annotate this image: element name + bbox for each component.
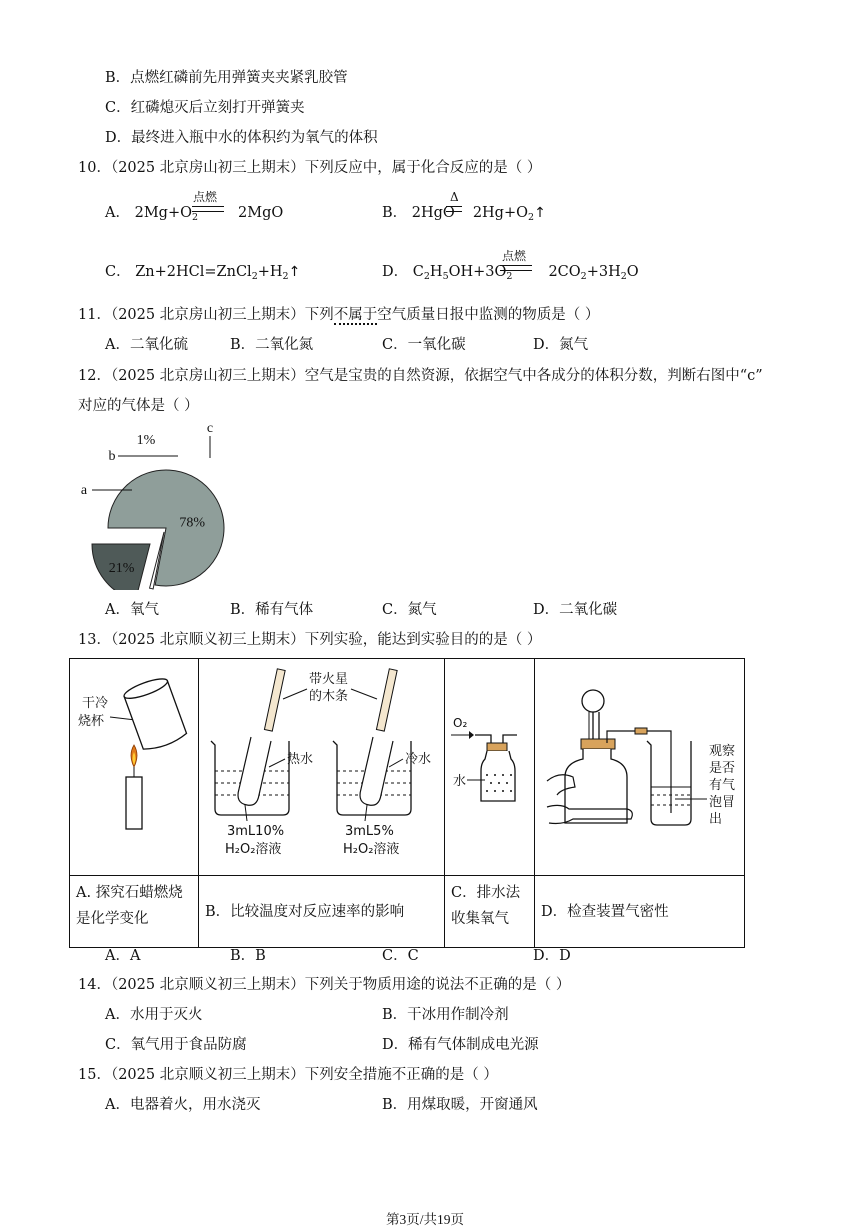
pie-label-c: c xyxy=(206,421,214,436)
q10-b-label: B． xyxy=(382,205,408,221)
fig-d-observe-2: 是否 xyxy=(709,761,736,776)
caption-a-cell xyxy=(70,876,199,948)
q14-option-d: D．稀有气体制成电光源 xyxy=(382,1037,539,1053)
q15-stem: 15．（2025 北京顺义初三上期末）下列安全措施不正确的是（ ） xyxy=(78,1067,498,1083)
q11-stem-post: 空气质量日报中监测的物质是（ ） xyxy=(377,307,600,323)
fig-b-solution2-line1: 3mL5% xyxy=(345,824,394,839)
fig-d-observe-4: 泡冒 xyxy=(709,795,736,810)
q10-a-label: A． xyxy=(105,205,130,221)
q11-option-c: C．一氧化碳 xyxy=(382,337,466,353)
pie-value-a: 78% xyxy=(179,515,206,531)
pie-label-b: b xyxy=(108,449,116,464)
q10-d-equals xyxy=(500,265,532,271)
q12-option-b: B．稀有气体 xyxy=(230,602,314,618)
fig-a-label-line2: 烧杯 xyxy=(78,714,105,729)
q10-b-equation: 2HgO $2Hg+O_2↑$ xyxy=(411,205,546,223)
caption-d: D．检查装置气密性 xyxy=(541,903,669,920)
caption-b-cell xyxy=(199,876,445,948)
q13-option-a: A．A xyxy=(105,948,141,964)
q13-stem: 13．（2025 北京顺义初三上期末）下列实验，能达到实验目的的是（ ） xyxy=(78,632,542,648)
q10-c-label: C． xyxy=(105,264,131,280)
q12-option-d: D．二氧化碳 xyxy=(533,602,618,618)
q10-a-equation: $2Mg+O_2$ 2MgO xyxy=(134,205,284,223)
q10-option-b xyxy=(382,201,546,223)
fig-d-observe-5: 出 xyxy=(709,812,723,827)
q14-stem: 14．（2025 北京顺义初三上期末）下列关于物质用途的说法不正确的是（ ） xyxy=(78,977,571,993)
q10-a-equals xyxy=(192,206,224,212)
fig-c-cell xyxy=(445,659,535,876)
candle-beaker-figure xyxy=(70,659,198,871)
q12-option-a: A．氧气 xyxy=(105,602,159,618)
q15-option-b: B．用煤取暖，开窗通风 xyxy=(382,1097,538,1113)
pie-label-a: a xyxy=(80,483,88,498)
air-composition-pie-chart xyxy=(70,418,270,590)
fig-c-water-label: 水 xyxy=(453,774,467,789)
fig-b-splint-line2: 的木条 xyxy=(309,689,349,704)
pie-value-c: 21% xyxy=(108,561,135,577)
q11-stem-pre: 11．（2025 北京房山初三上期末）下列 xyxy=(78,307,334,323)
q10-d-label: D． xyxy=(382,264,409,280)
q10-option-c xyxy=(105,260,300,282)
fig-d-cell xyxy=(535,659,745,876)
fig-b-solution2-line2: H₂O₂溶液 xyxy=(343,842,400,857)
fig-b-cell xyxy=(199,659,445,876)
q14-option-a: A．水用于灭火 xyxy=(105,1007,203,1023)
q10-d-condition: 点燃 xyxy=(502,249,527,263)
q9-option-b: B．点燃红磷前先用弹簧夹夹紧乳胶管 xyxy=(105,70,348,86)
pie-value-b: 1% xyxy=(136,433,156,448)
caption-a: A. 探究石蜡燃烧是化学变化 xyxy=(76,885,183,927)
q10-a-condition: 点燃 xyxy=(193,190,218,204)
q12-option-c: C．氮气 xyxy=(382,602,437,618)
fig-a-cell xyxy=(70,659,199,876)
q12-stem-line1: 12．（2025 北京房山初三上期末）空气是宝贵的自然资源，依据空气中各成分的体积分数，判断右图中“c” xyxy=(78,368,763,384)
q11-option-d: D．氮气 xyxy=(533,337,589,353)
q10-stem: 10．（2025 北京房山初三上期末）下列反应中，属于化合反应的是（ ） xyxy=(78,160,542,176)
page-footer: 第3页/共19页 xyxy=(386,1212,465,1227)
fig-b-solution1-line1: 3mL10% xyxy=(227,824,285,839)
q9-option-d: D．最终进入瓶中水的体积约为氧气的体积 xyxy=(105,130,378,146)
q13-option-b: B．B xyxy=(230,948,266,964)
q9-option-c: C．红磷熄灭后立刻打开弹簧夹 xyxy=(105,100,305,116)
q10-b-equals xyxy=(446,206,462,212)
airtightness-check-figure xyxy=(535,659,744,871)
fig-b-splint-line1: 带火星 xyxy=(309,672,349,687)
caption-d-cell xyxy=(535,876,745,948)
fig-b-hot-water: 热水 xyxy=(287,752,314,767)
fig-d-observe-1: 观察 xyxy=(709,744,736,759)
q13-option-c: C．C xyxy=(382,948,419,964)
q14-option-c: C．氧气用于食品防腐 xyxy=(105,1037,247,1053)
fig-b-solution1-line2: H₂O₂溶液 xyxy=(225,842,282,857)
fig-b-cold-water: 冷水 xyxy=(405,752,432,767)
q11-option-b: B．二氧化氮 xyxy=(230,337,314,353)
h2o2-rate-figure xyxy=(199,659,444,871)
fig-a-label-line1: 干冷 xyxy=(82,696,109,711)
caption-c: C．排水法收集氧气 xyxy=(451,885,521,927)
q11-option-a: A．二氧化硫 xyxy=(105,337,188,353)
caption-b: B．比较温度对反应速率的影响 xyxy=(205,903,405,920)
q10-c-equation: $Zn+2HCl=ZnCl_2+H_2↑$ xyxy=(135,264,301,282)
q13-option-d: D．D xyxy=(533,948,571,964)
q15-option-a: A．电器着火，用水浇灭 xyxy=(105,1097,261,1113)
q11-stem-emphasis: 不属于 xyxy=(333,307,378,323)
fig-d-observe-3: 有气 xyxy=(709,778,736,793)
fig-c-o2-label: O₂ xyxy=(453,716,468,730)
q12-stem-line2: 对应的气体是（ ） xyxy=(78,398,199,414)
q11-stem xyxy=(78,303,599,324)
q14-option-b: B．干冰用作制冷剂 xyxy=(382,1007,509,1023)
q10-d-equation: $C_2H_5OH+3O_2$ $2CO_2+3H_2O$ xyxy=(412,264,639,282)
q13-experiment-table xyxy=(69,658,745,948)
water-collection-figure xyxy=(445,659,534,871)
q10-b-condition: Δ xyxy=(450,190,459,204)
caption-c-cell xyxy=(445,876,535,948)
